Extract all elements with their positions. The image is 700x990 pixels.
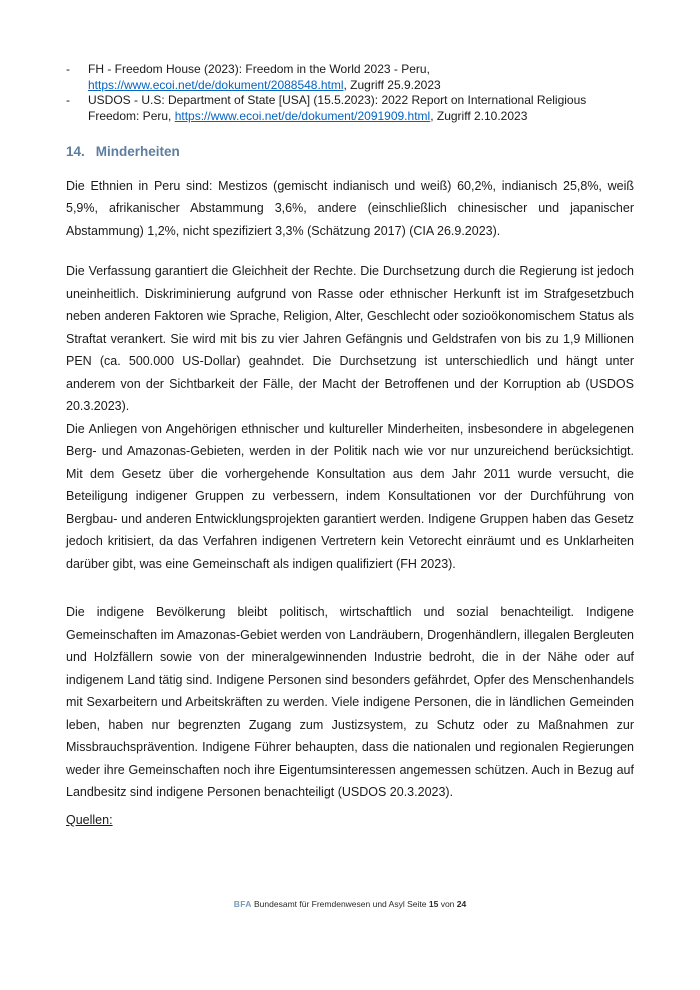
- source-link[interactable]: https://www.ecoi.net/de/dokument/2088548.html: [88, 77, 344, 92]
- section-heading: [66, 144, 634, 160]
- source-prefix: FH - Freedom House (2023): Freedom in the World 2023 - Peru,: [88, 62, 430, 76]
- source-suffix: , Zugriff 25.9.2023: [343, 77, 441, 92]
- bullet-dash: -: [66, 93, 70, 108]
- bfa-logo: BFA: [233, 899, 252, 909]
- source-text: [88, 93, 634, 124]
- source-text: [88, 62, 634, 93]
- footer-page-current: 15: [428, 899, 439, 909]
- source-list-top: [66, 62, 634, 125]
- source-prefix: USDOS - U.S: Department of State [USA] (15.5.2023): 2022 Report on International Religious Freedom: Peru,: [88, 93, 587, 124]
- section-number: 14.: [66, 143, 85, 159]
- footer-org: Bundesamt für Fremdenwesen und Asyl: [251, 899, 408, 909]
- bullet-dash: -: [66, 62, 70, 76]
- footer-of-label: von: [438, 899, 457, 909]
- footer-page-label: Seite: [407, 899, 429, 909]
- paragraph-constitution-rights: Die Verfassung garantiert die Gleichheit der Rechte. Die Durchsetzung durch die Regierung ist jedoch uneinheitlich. Diskriminierung aufgrund von Rasse oder ethnischer Herkunft ist im Strafgesetzbuch neben anderen Faktoren wie Sprache, Religion, Alter, Geschlecht oder sozioökonomischem Status als Straftat verankert. Sie wird mit bis zu vier Jahren Gefängnis und Geldstrafen von bis zu 1,9 Millionen PEN (ca. 500.000 US-Dollar) geahndet. Die Durchsetzung ist unterschiedlich und hängt unter anderem von der Sichtbarkeit der Fälle, der Macht der Betroffenen und der Korruption ab (USDOS 20.3.2023).: [66, 264, 634, 414]
- section-title: Minderheiten: [95, 143, 180, 159]
- source-item: [66, 62, 634, 93]
- paragraph-ethnic-composition: Die Ethnien in Peru sind: Mestizos (gemischt indianisch und weiß) 60,2%, indianisch 25,8%, weiß 5,9%, afrikanischer Abstammung 3,6%, andere (einschließlich chinesischer und japanischer Abstammung) 1,2%, nicht spezifiziert 3,3% (Schätzung 2017) (CIA 26.9.2023).: [66, 178, 634, 238]
- source-suffix: , Zugriff 2.10.2023: [430, 109, 528, 124]
- page-footer: [0, 898, 700, 910]
- paragraph-minority-concerns: Die Anliegen von Angehörigen ethnischer und kultureller Minderheiten, insbesondere in abgelegenen Berg- und Amazonas-Gebieten, werden in der Politik nach wie vor nur unzureichend berücksichtigt. Mit dem Gesetz über die vorhergehende Konsultation aus dem Jahr 2011 wurde versucht, die Beteiligung indigener Gruppen zu verbessern, indem Konsultationen vor der Durchführung von Bergbau- und anderen Entwicklungsprojekten garantiert werden. Indigene Gruppen haben das Gesetz jedoch kritisiert, da das Verfahren indigenen Vertretern kein Vetorecht einräumt und es Unklarheiten darüber gibt, was eine Gemeinschaft als indigen qualifiziert (FH 2023).: [66, 421, 634, 571]
- paragraph-indigenous-disadvantage: Die indigene Bevölkerung bleibt politisch, wirtschaftlich und sozial benachteiligt. Indigene Gemeinschaften im Amazonas-Gebiet werden von Landräubern, Drogenhändlern, illegalen Bergleuten und Holzfällern sowie von der mineralgewinnenden Industrie bedroht, die in der Nähe oder auf indigenem Land tätig sind. Indigene Personen sind besonders gefährdet, Opfer des Menschenhandels mit Sexarbeitern und Arbeitskräften zu werden. Viele indigene Personen, die in ländlichen Gemeinden leben, haben nur begrenzten Zugang zum Justizsystem, zu Schutz oder zu Maßnahmen zur Missbrauchsprävention. Indigene Führer behaupten, dass die nationalen und regionalen Regierungen weder ihre Gemeinschaften noch ihre Eigentumsinteressen angemessen schützen. Auch in Bezug auf Landbesitz sind indigene Personen benachteiligt (USDOS 20.3.2023).: [66, 605, 634, 800]
- quellen-label: Quellen:: [66, 812, 113, 827]
- footer-page-total: 24: [456, 899, 467, 909]
- source-link[interactable]: https://www.ecoi.net/de/dokument/2091909.html: [174, 109, 431, 124]
- source-item: [66, 93, 634, 124]
